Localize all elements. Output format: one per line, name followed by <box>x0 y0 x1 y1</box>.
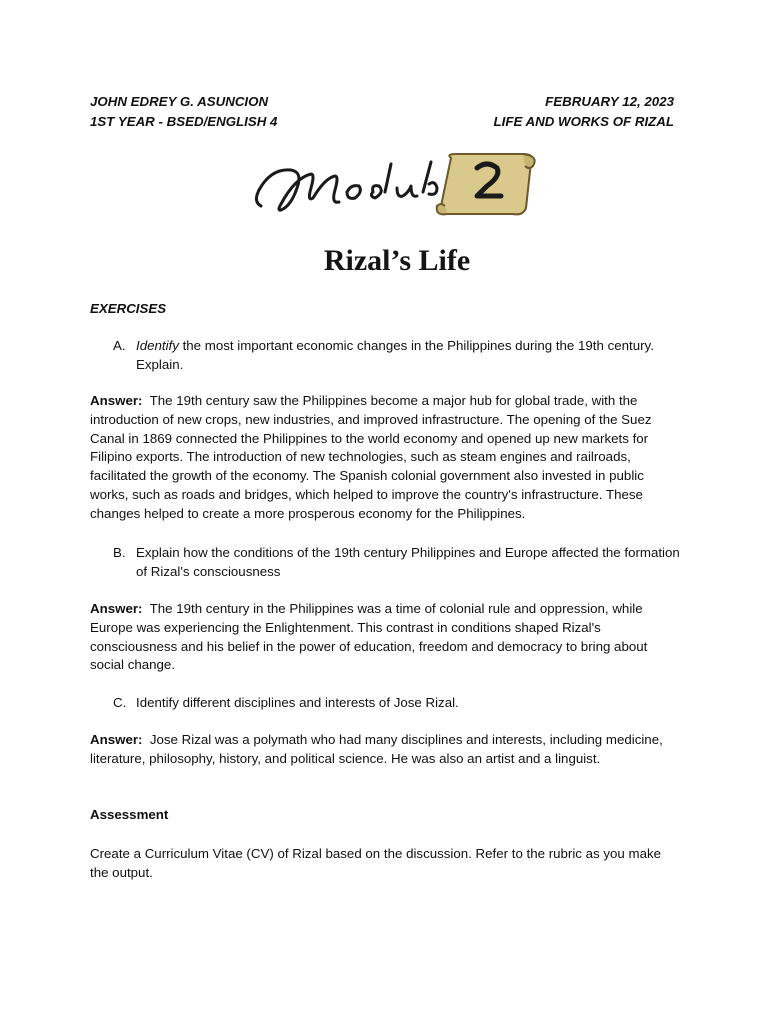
exercise-question: Identify the most important economic changes in the Philippines during the 19th century. Explain. <box>136 338 654 372</box>
exercise-question: Identify different disciplines and interests of Jose Rizal. <box>136 695 459 710</box>
answer-label: Answer: <box>90 732 143 747</box>
exercise-answer-a <box>90 392 680 524</box>
exercise-item-b <box>113 544 683 582</box>
banner-title: Rizal’s Life <box>323 244 471 277</box>
header-right <box>494 92 674 131</box>
exercise-answer-c <box>90 731 680 769</box>
student-name: JOHN EDREY G. ASUNCION <box>90 94 269 109</box>
assessment-text: Create a Curriculum Vitae (CV) of Rizal based on the discussion. Refer to the rubric as you make the output. <box>90 846 662 880</box>
exercises-heading: EXERCISES <box>90 301 167 316</box>
answer-text: The 19th century saw the Philippines become a major hub for global trade, with the introduction of new crops, new industries, and improved infrastructure. The opening of the Suez Canal in 1869 connected the Philippines to the world economy and opened up new markets for Filipino exports. The introduction of new technologies, such as steam engines and railroads, facilitated the growth of the economy. The Spanish colonial government also invested in public works, such as roads and bridges, which helped to improve the country's infrastructure. These changes helped to create a more prosperous economy for the Philippines. <box>90 393 656 521</box>
exercise-question: Explain how the conditions of the 19th century Philippines and Europe affected the formation of Rizal's consciousness <box>136 545 680 579</box>
exercise-letter: C. <box>113 695 127 710</box>
module-banner-image <box>251 148 543 278</box>
header-left <box>90 92 277 131</box>
exercise-item-c <box>113 694 683 713</box>
exercise-letter: A. <box>113 338 126 353</box>
module-script-lettering <box>256 162 437 210</box>
scroll-icon <box>437 154 535 214</box>
student-course: 1ST YEAR - BSED/ENGLISH 4 <box>90 113 278 129</box>
subject-title: LIFE AND WORKS OF RIZAL <box>493 113 674 129</box>
exercise-answer-b <box>90 600 680 675</box>
exercise-item-a <box>113 337 683 375</box>
answer-text: The 19th century in the Philippines was a time of colonial rule and oppression, while Europe was experiencing the Enlightenment. This contrast in conditions shaped Rizal's consciousness and his belief in the power of education, freedom and democracy to bring about social change. <box>90 601 652 673</box>
assessment-heading: Assessment <box>90 807 169 822</box>
answer-label: Answer: <box>90 393 143 408</box>
document-date: FEBRUARY 12, 2023 <box>545 94 674 109</box>
exercise-letter: B. <box>113 545 126 560</box>
answer-label: Answer: <box>90 601 143 616</box>
answer-text: Jose Rizal was a polymath who had many disciplines and interests, including medicine, literature, philosophy, history, and political science. He was also an artist and a linguist. <box>90 732 667 766</box>
